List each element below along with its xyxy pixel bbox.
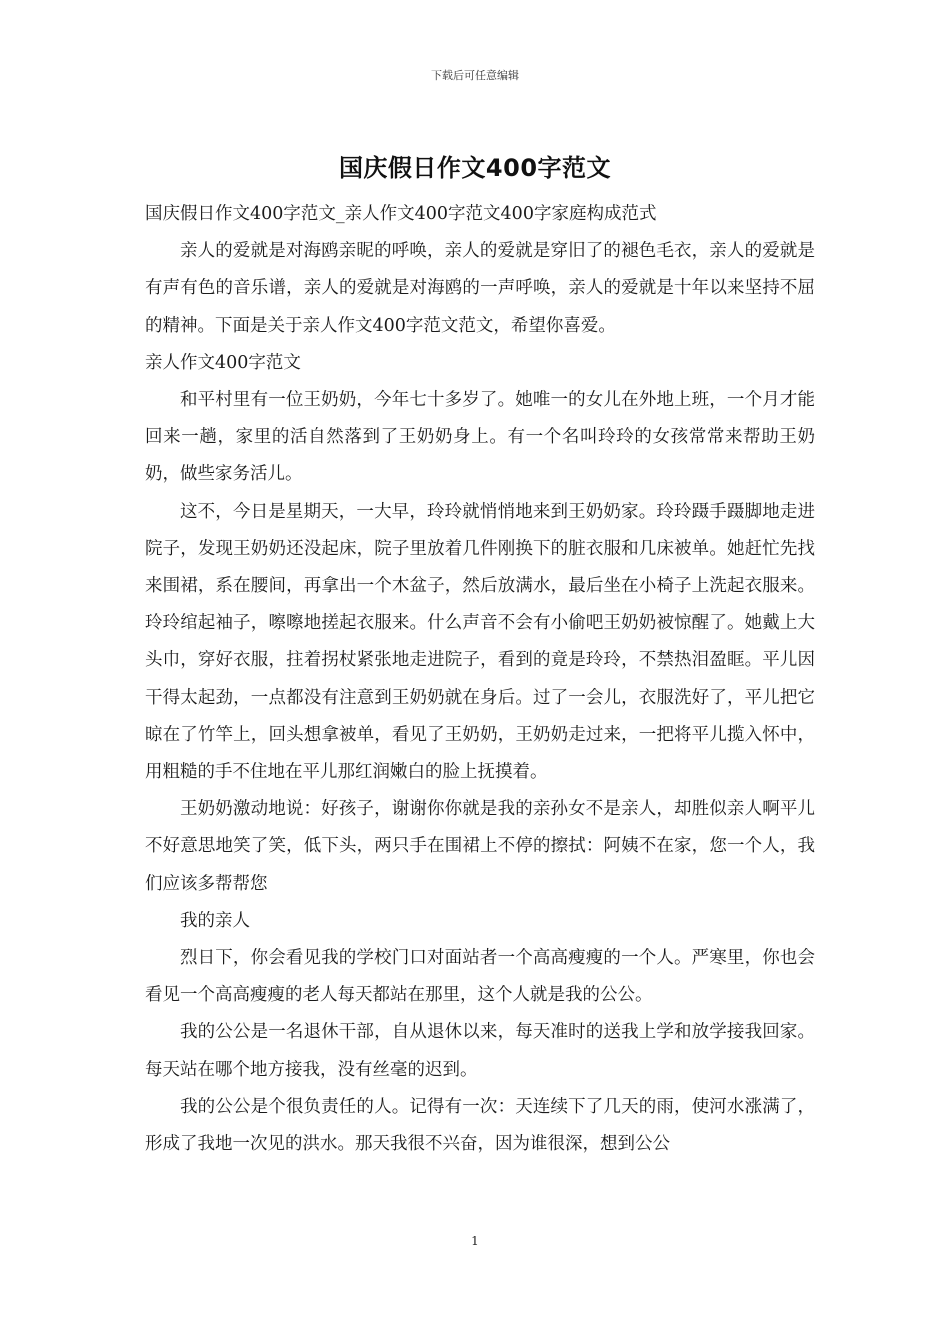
paragraph: 这不，今日是星期天，一大早，玲玲就悄悄地来到王奶奶家。玲玲蹑手蹑脚地走进院子，发现王奶奶还没起床，院子里放着几件刚换下的脏衣服和几床被单。她赶忙先找来围裙，系在腰间，再拿出一个木盆子，然后放满水，最后坐在小椅子上洗起衣服来。玲玲绾起袖子，嚓嚓地搓起衣服来。什么声音不会有小偷吧王奶奶被惊醒了。她戴上大头巾，穿好衣服，拄着拐杖紧张地走进院子，看到的竟是玲玲，不禁热泪盈眶。平儿因干得太起劲，一点都没有注意到王奶奶就在身后。过了一会儿，衣服洗好了，平儿把它晾在了竹竿上，回头想拿被单，看见了王奶奶，王奶奶走过来，一把将平儿揽入怀中，用粗糙的手不住地在平儿那红润嫩白的脸上抚摸着。 [145, 501, 815, 783]
paragraph: 烈日下，你会看见我的学校门口对面站者一个高高瘦瘦的一个人。严寒里，你也会看见一个高高瘦瘦的老人每天都站在那里，这个人就是我的公公。 [145, 948, 815, 1006]
header-note: 下载后可任意编辑 [431, 69, 519, 82]
page-number: 1 [471, 1234, 479, 1248]
document-body [145, 196, 815, 1163]
document-title: 国庆假日作文400字范文 [338, 154, 612, 182]
paragraph: 亲人作文400字范文 [145, 352, 301, 373]
paragraph: 国庆假日作文400字范文_亲人作文400字范文400字家庭构成范式 [145, 204, 657, 224]
section-heading: 我的亲人 [180, 910, 250, 931]
paragraph: 我的公公是个很负责任的人。记得有一次：天连续下了几天的雨，使河水涨满了，形成了我地一次见的洪水。那天我很不兴奋，因为谁很深，想到公公 [145, 1096, 815, 1155]
paragraph: 亲人的爱就是对海鸥亲昵的呼唤，亲人的爱就是穿旧了的褪色毛衣，亲人的爱就是有声有色的音乐谱，亲人的爱就是对海鸥的一声呼唤，亲人的爱就是十年以来坚持不屈的精神。下面是关于亲人作文400字范文范文，希望你喜爱。 [145, 241, 815, 336]
paragraph: 和平村里有一位王奶奶，今年七十多岁了。她唯一的女儿在外地上班，一个月才能回来一趟，家里的活自然落到了王奶奶身上。有一个名叫玲玲的女孩常常来帮助王奶奶，做些家务活儿。 [145, 390, 815, 485]
paragraph: 我的公公是一名退休干部，自从退休以来，每天准时的送我上学和放学接我回家。每天站在哪个地方接我，没有丝毫的迟到。 [145, 1022, 815, 1080]
paragraph: 王奶奶激动地说：好孩子，谢谢你你就是我的亲孙女不是亲人，却胜似亲人啊平儿不好意思地笑了笑，低下头，两只手在围裙上不停的擦拭：阿姨不在家，您一个人，我们应该多帮帮您 [145, 799, 815, 894]
